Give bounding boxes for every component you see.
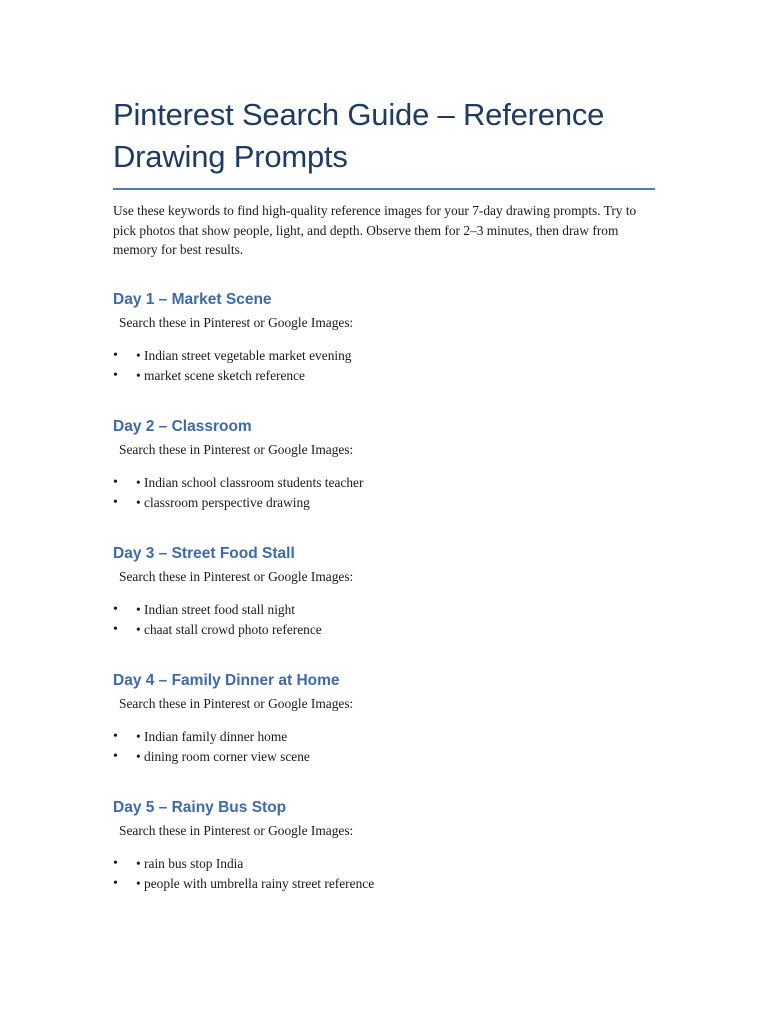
bullet-icon: • [113, 729, 118, 744]
list-item [113, 854, 673, 874]
day-subtitle: Search these in Pinterest or Google Images: [119, 696, 354, 711]
list-item-text: • dining room corner view scene [136, 748, 310, 764]
bullet-icon: • [113, 856, 118, 871]
bullet-icon: • [113, 494, 118, 510]
list-item [113, 346, 673, 366]
list-item [113, 727, 673, 747]
list-item [113, 366, 673, 386]
list-item-text: • Indian street food stall night [136, 602, 296, 617]
day-subtitle: Search these in Pinterest or Google Images: [119, 823, 354, 838]
day-section-2 [113, 417, 673, 512]
bullet-icon: • [113, 367, 118, 383]
day-heading: Day 2 – Classroom [113, 418, 252, 435]
day-subtitle: Search these in Pinterest or Google Images: [119, 442, 354, 457]
list-item [113, 473, 673, 493]
keyword-list [113, 346, 673, 385]
title-block [113, 94, 655, 190]
day-heading: Day 5 – Rainy Bus Stop [113, 799, 287, 816]
list-item [113, 747, 673, 767]
title-underline [113, 188, 655, 190]
list-item [113, 600, 673, 620]
day-heading: Day 3 – Street Food Stall [113, 545, 295, 562]
keyword-list [113, 600, 673, 639]
keyword-list [113, 854, 673, 893]
list-item-text: • chaat stall crowd photo reference [136, 621, 322, 637]
day-section-1 [113, 290, 673, 385]
page-title: Pinterest Search Guide – Reference Drawing Prompts [113, 97, 605, 174]
day-section-5 [113, 798, 673, 893]
keyword-list [113, 473, 673, 512]
list-item-text: • market scene sketch reference [136, 367, 305, 383]
bullet-icon: • [113, 621, 118, 637]
list-item-text: • classroom perspective drawing [136, 494, 310, 510]
list-item-text: • rain bus stop India [136, 856, 244, 871]
bullet-icon: • [113, 475, 118, 490]
intro-paragraph: Use these keywords to find high-quality reference images for your 7-day drawing prompts. Try to pick photos that show people, light, and depth. Observe them for 2–3 minutes, then draw from memory for best results. [113, 203, 637, 257]
day-subtitle: Search these in Pinterest or Google Images: [119, 569, 354, 584]
list-item-text: • Indian school classroom students teacher [136, 475, 364, 490]
list-item [113, 620, 673, 640]
bullet-icon: • [113, 875, 118, 891]
day-section-3 [113, 544, 673, 639]
list-item-text: • Indian street vegetable market evening [136, 348, 352, 363]
list-item-text: • Indian family dinner home [136, 729, 288, 744]
list-item [113, 874, 673, 894]
day-heading: Day 4 – Family Dinner at Home [113, 672, 340, 689]
list-item [113, 493, 673, 513]
day-section-4 [113, 671, 673, 766]
list-item-text: • people with umbrella rainy street reference [136, 875, 375, 891]
day-subtitle: Search these in Pinterest or Google Images: [119, 315, 354, 330]
bullet-icon: • [113, 348, 118, 363]
keyword-list [113, 727, 673, 766]
bullet-icon: • [113, 748, 118, 764]
bullet-icon: • [113, 602, 118, 617]
day-heading: Day 1 – Market Scene [113, 291, 272, 308]
